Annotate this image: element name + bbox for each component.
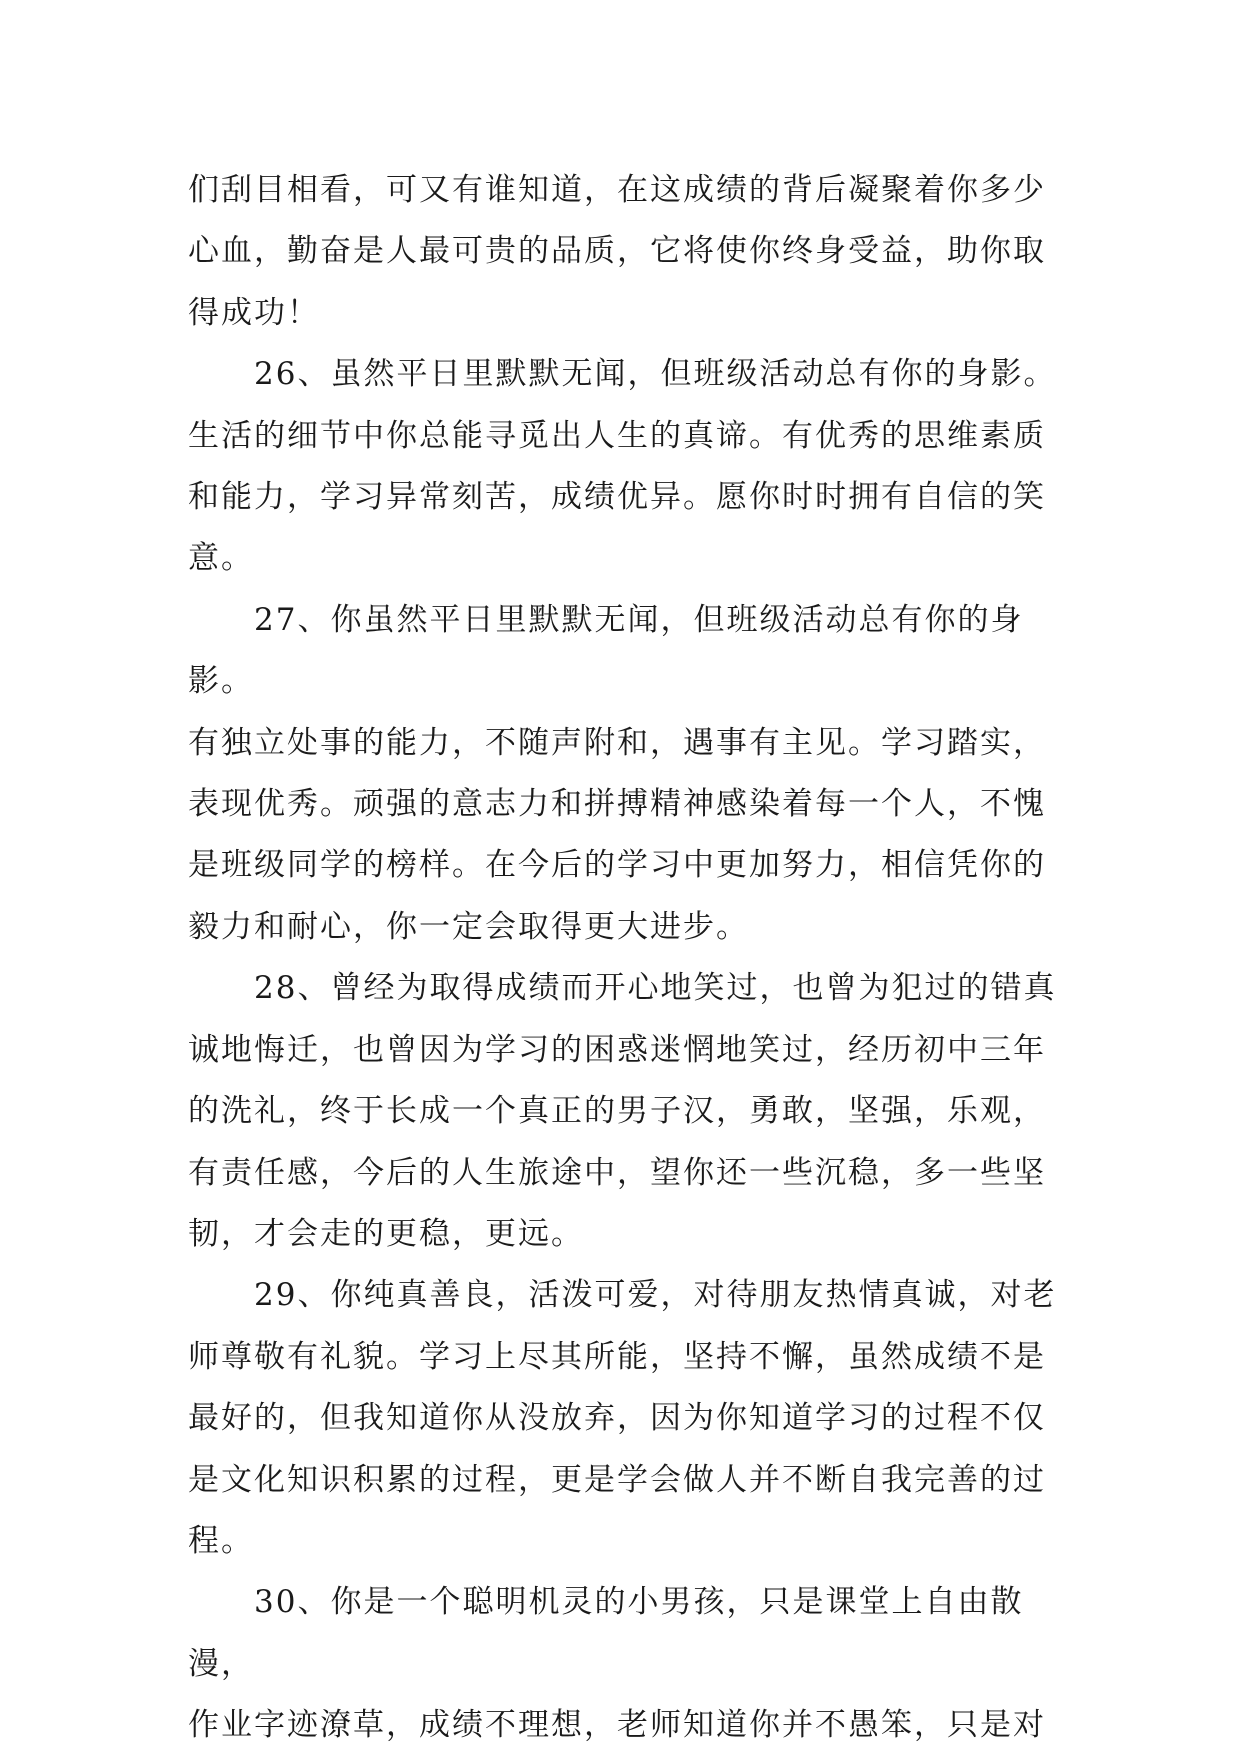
paragraph-item-30: 30、你是一个聪明机灵的小男孩，只是课堂上自由散漫， 作业字迹潦草，成绩不理想，老师知道你并不愚笨，只是对 [188,1584,1046,1744]
paragraph-item-29: 29、你纯真善良，活泼可爱，对待朋友热情真诚，对老 师尊敬有礼貌。学习上尽其所能，坚持不懈，虽然成绩不是 最好的，但我知道你从没放弃，因为你知道学习的过程不仅 是文化知识积累的过程，更是学会做人并不断自我完善的过 程。 [188,1277,1057,1559]
document-body [188,160,1068,1757]
paragraph-item-27: 27、你虽然平日里默默无闻，但班级活动总有你的身影。 有独立处事的能力，不随声附和，遇事有主见。学习踏实， 表现优秀。顽强的意志力和拼搏精神感染着每一个人，不愧 是班级同学的榜样。在今后的学习中更加努力，相信凭你的 毅力和耐心，你一定会取得更大进步。 [188,601,1046,945]
paragraph-item-28: 28、曾经为取得成绩而开心地笑过，也曾为犯过的错真 诚地悔迁，也曾因为学习的困惑迷惘地笑过，经历初中三年 的洗礼，终于长成一个真正的男子汉，勇敢，坚强，乐观， 有责任感，今后的人生旅途中，望你还一些沉稳，多一些坚 韧，才会走的更稳，更远。 [188,970,1057,1252]
paragraph-item-26: 26、虽然平日里默默无闻，但班级活动总有你的身影。 生活的细节中你总能寻觅出人生的真谛。有优秀的思维素质 和能力，学习异常刻苦，成绩优异。愿你时时拥有自信的笑 意。 [188,356,1057,577]
paragraph-continuation: 们刮目相看，可又有谁知道，在这成绩的背后凝聚着你多少 心血，勤奋是人最可贵的品质，它将使你终身受益，助你取 得成功！ [188,172,1046,331]
